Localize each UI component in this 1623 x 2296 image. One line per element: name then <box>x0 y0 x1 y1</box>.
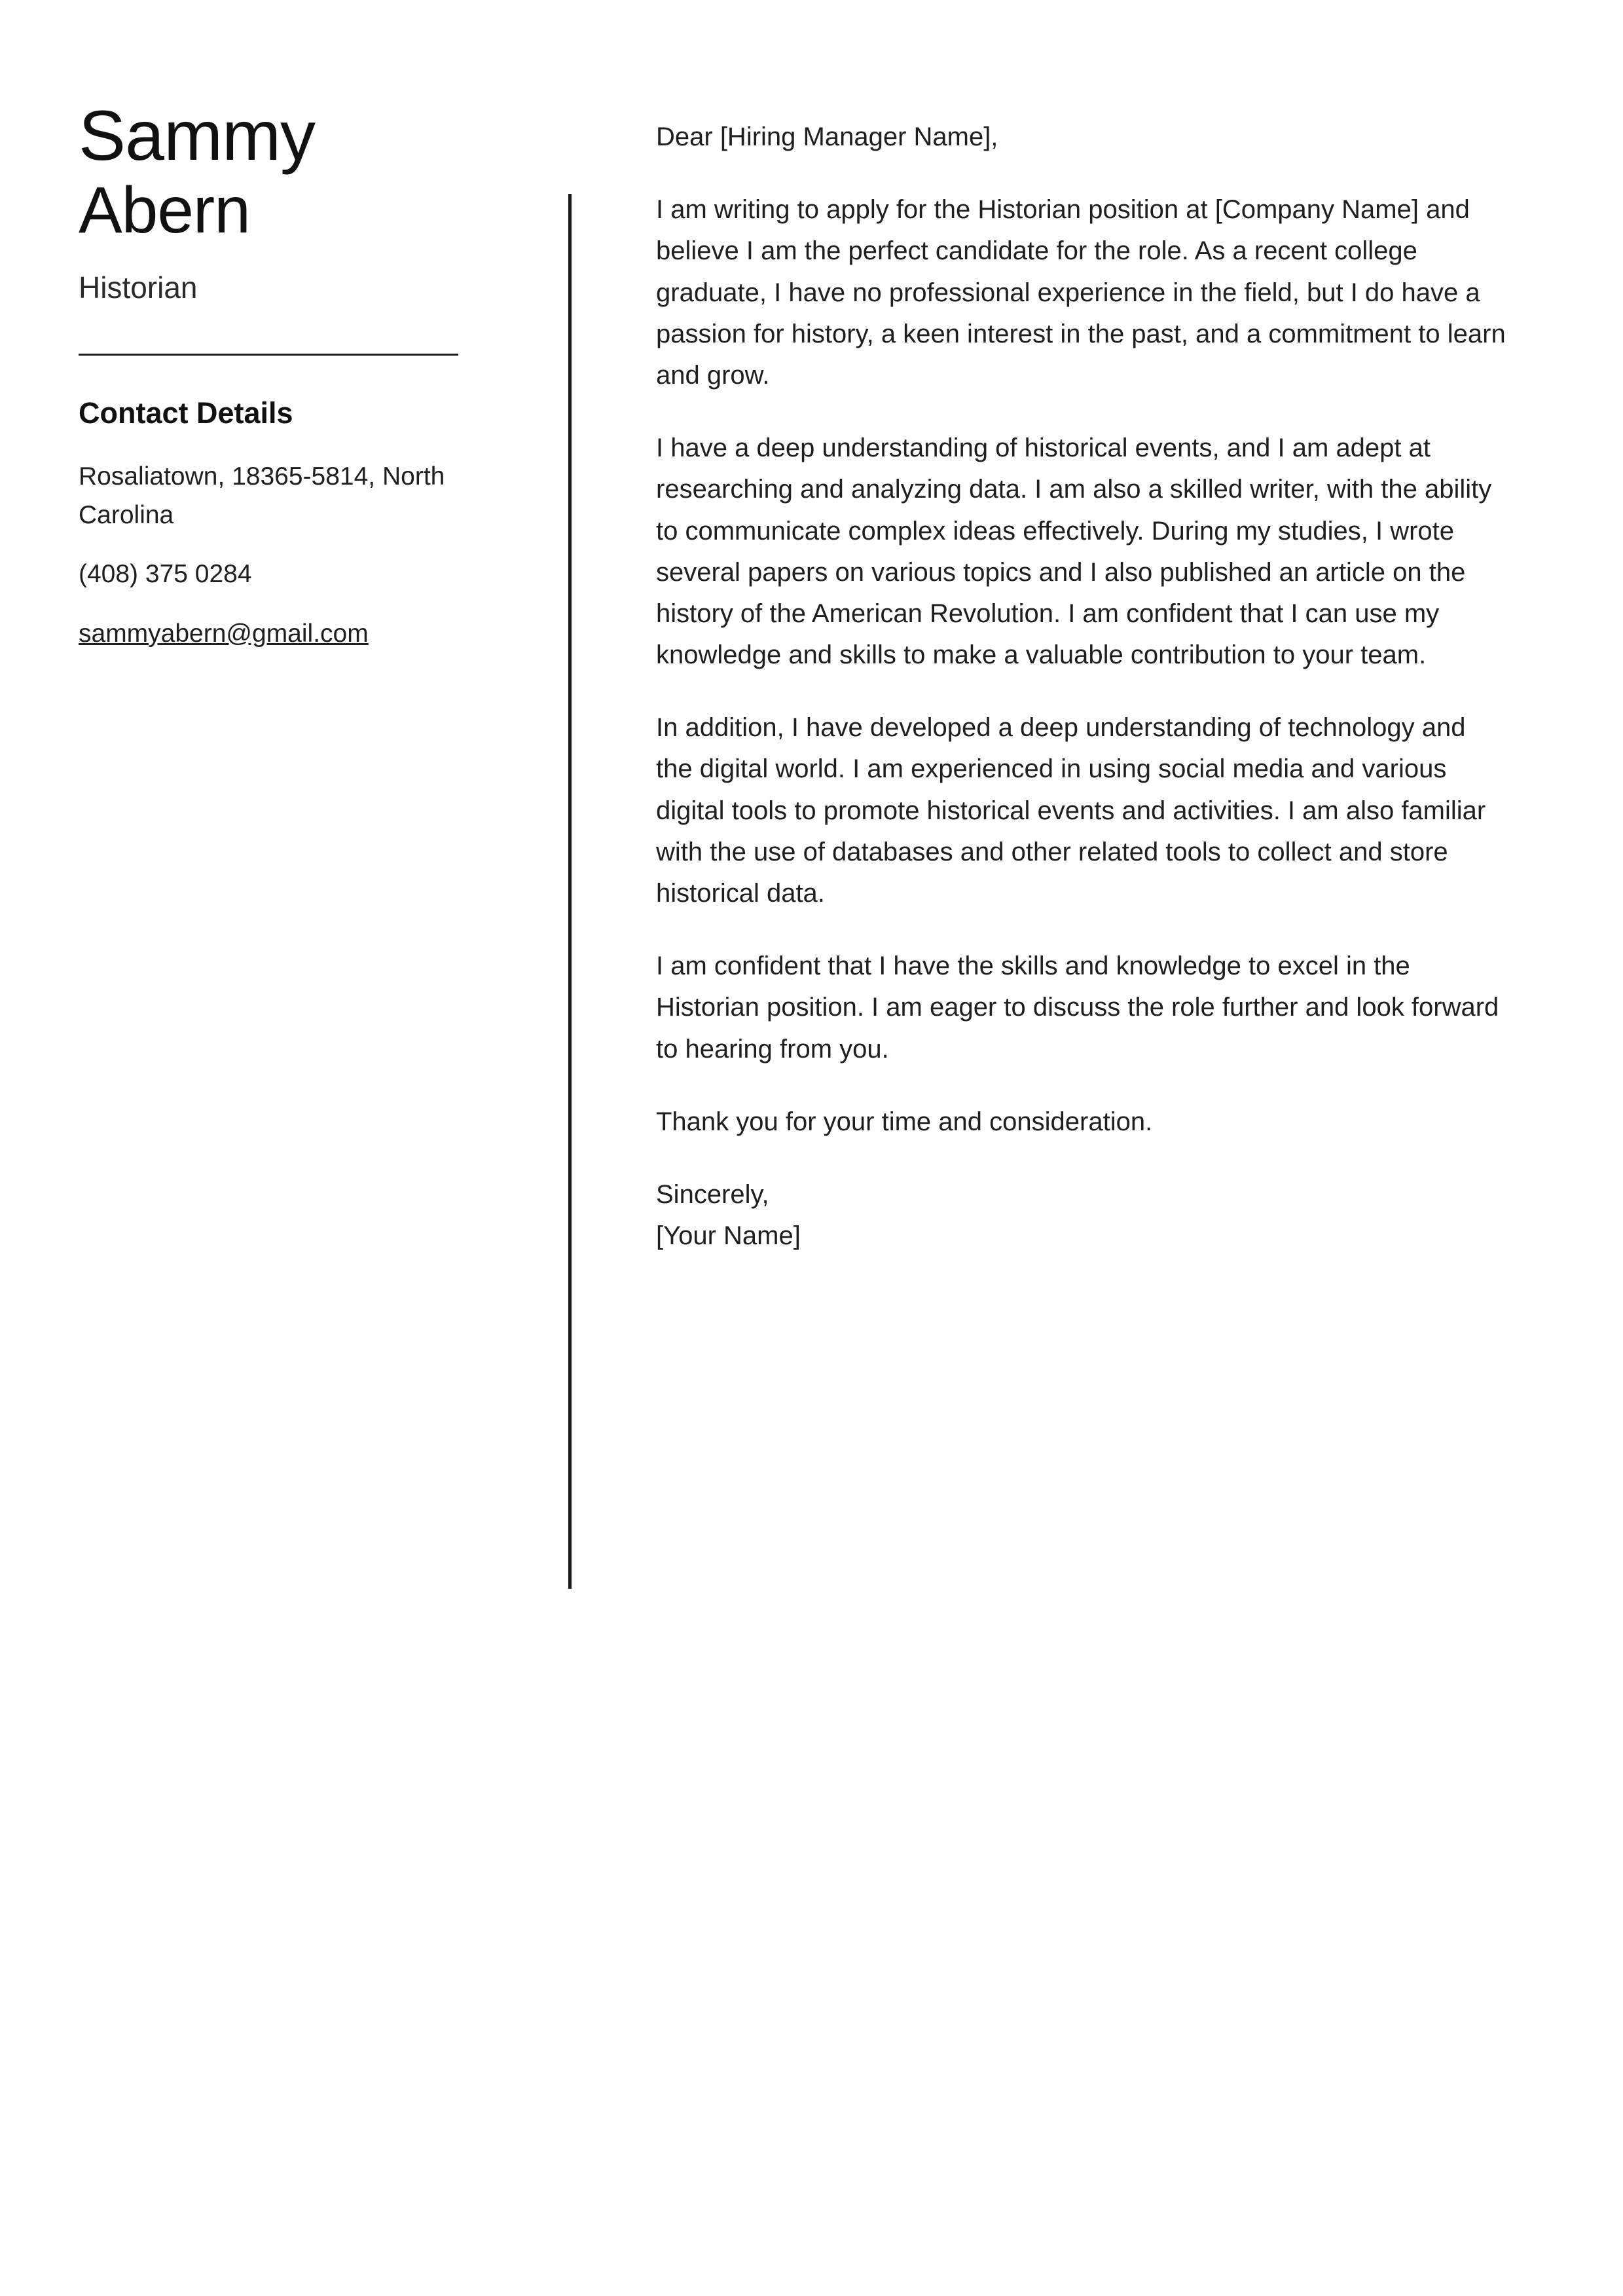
contact-email[interactable] <box>79 615 530 654</box>
applicant-job-title: Historian <box>79 270 198 305</box>
vertical-rule <box>568 194 572 1589</box>
applicant-first-name: Sammy <box>79 96 316 175</box>
letter-signature-name: [Your Name] <box>656 1221 801 1251</box>
contact-details-heading: Contact Details <box>79 396 293 430</box>
contact-details-list <box>79 458 530 653</box>
contact-phone[interactable]: (408) 375 0284 <box>79 560 252 589</box>
letter-body <box>656 117 1507 1257</box>
applicant-last-name: Abern <box>79 174 250 248</box>
letter-paragraph-2: I have a deep understanding of historical events, and I am adept at researching and analyzing data. I am also a skilled writer, with the ability to communicate complex ideas effectively. During my studies, I wrote several papers on various topics and I also published an article on the history of the American Revolution. I am confident that I can use my knowledge and skills to make a valuable contribution to your team. <box>656 434 1492 670</box>
letter-paragraph-3: In addition, I have developed a deep understanding of technology and the digital world. I am experienced in using social media and various digital tools to promote historical events and activities. I am also familiar with the use of databases and other related tools to collect and store historical data. <box>656 713 1486 908</box>
letter-paragraph-5: Thank you for your time and consideration. <box>656 1107 1153 1136</box>
letter-signature-block <box>656 1174 1507 1257</box>
letter-paragraph-4: I am confident that I have the skills and knowledge to excel in the Historian position. I am eager to discuss the role further and look forward to hearing from you. <box>656 952 1499 1064</box>
header-divider <box>79 354 458 356</box>
contact-email-link[interactable]: sammyabern@gmail.com <box>79 619 369 648</box>
contact-address: Rosaliatown, 18365-5814, North Carolina <box>79 462 445 529</box>
letter-salutation: Dear [Hiring Manager Name], <box>656 122 998 151</box>
letter-closing: Sincerely, <box>656 1179 769 1209</box>
left-column <box>79 98 530 674</box>
letter-paragraph-1: I am writing to apply for the Historian position at [Company Name] and believe I am the perfect candidate for the role. As a recent college graduate, I have no professional experience in the field, but I do have a passion for history, a keen interest in the past, and a commitment to learn and grow. <box>656 195 1506 390</box>
